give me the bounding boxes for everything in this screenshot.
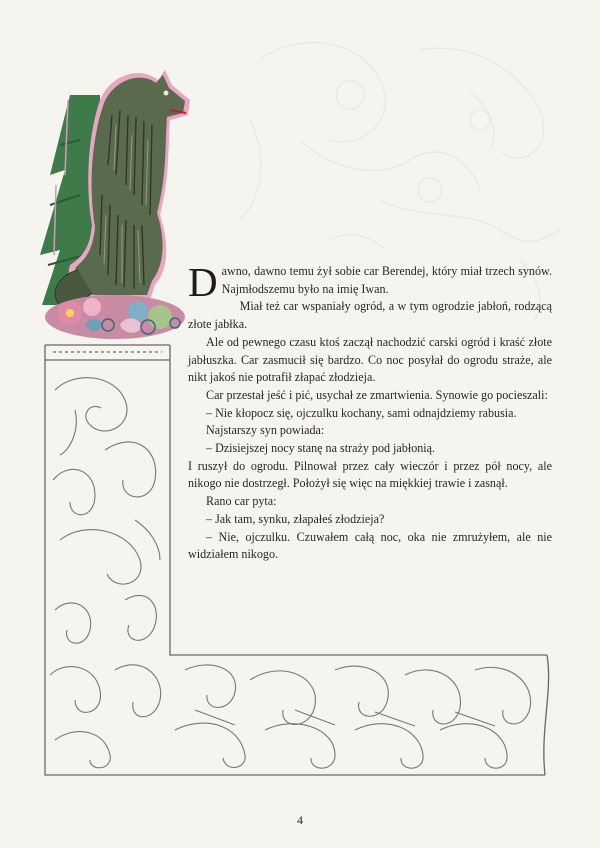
story-paragraph: – Jak tam, synku, złapałeś złodzieja? bbox=[206, 511, 385, 526]
page-number: 4 bbox=[297, 813, 303, 827]
story-paragraph: Miał też car wspaniały ogród, a w tym ogrodzie jabłoń, rodzącą złote jabłka. bbox=[188, 299, 552, 332]
story-paragraph: – Nie kłopocz się, ojczulku kochany, sami odnajdziemy rabusia. bbox=[206, 405, 517, 420]
story-text bbox=[188, 259, 552, 564]
story-paragraph: – Nie, ojczulku. Czuwałem całą noc, oka nie zmrużyłem, ale nie widziałem nikogo. bbox=[188, 529, 552, 562]
story-paragraph: Dawno, dawno temu żył sobie car Berendej, który miał trzech synów. Najmłodszemu było na imię Iwan. bbox=[188, 259, 552, 305]
story-paragraph: – Dzisiejszej nocy stanę na straży pod jabłonią. bbox=[206, 441, 436, 456]
story-paragraph: Najstarszy syn powiada: bbox=[206, 423, 325, 438]
story-paragraph: Ale od pewnego czasu ktoś zaczął nachodzić carski ogród i kraść złote jabłuszka. Car zasmucił się bardzo. Co noc posyłał do ogrodu straże, ale nikt jakoś nie potrafił złapać złodzieja. bbox=[188, 334, 552, 385]
story-paragraph: Car przestał jeść i pić, usychał ze zmartwienia. Synowie go pocieszali: bbox=[206, 387, 548, 402]
story-paragraph: I ruszył do ogrodu. Pilnował przez cały wieczór i przez pół nocy, ale nikogo nie dostrzegł. Położył się więc na miękkiej trawie i zasnął. bbox=[188, 458, 552, 491]
drop-cap: D bbox=[188, 259, 218, 305]
wolf-illustration bbox=[30, 55, 200, 345]
story-paragraph: Rano car pyta: bbox=[206, 494, 277, 509]
